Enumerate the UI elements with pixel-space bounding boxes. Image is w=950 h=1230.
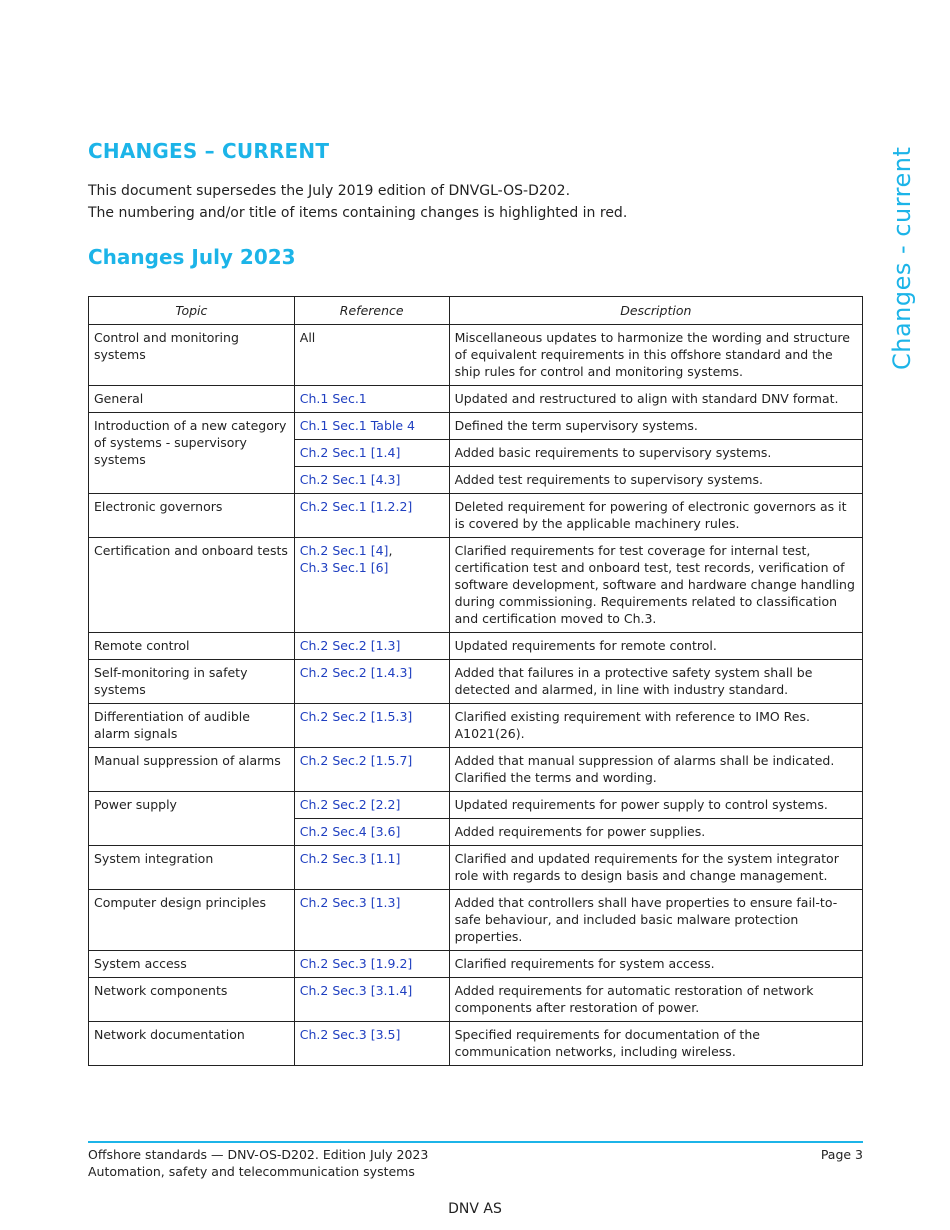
reference-cell xyxy=(294,413,449,440)
reference-cell xyxy=(294,386,449,413)
description-cell: Added test requirements to supervisory systems. xyxy=(449,467,862,494)
table-row xyxy=(89,792,863,819)
topic-cell: Computer design principles xyxy=(89,890,295,951)
description-cell: Specified requirements for documentation of the communication networks, including wireless. xyxy=(449,1022,862,1066)
description-cell: Updated requirements for remote control. xyxy=(449,633,862,660)
column-header-description: Description xyxy=(449,297,862,325)
table-row xyxy=(89,413,863,440)
footer-line: Offshore standards — DNV-OS-D202. Edition July 2023 xyxy=(88,1147,429,1162)
footer-line: Automation, safety and telecommunication systems xyxy=(88,1164,415,1179)
intro-line: The numbering and/or title of items containing changes is highlighted in red. xyxy=(88,205,628,221)
reference-link[interactable]: Ch.2 Sec.3 [1.3] xyxy=(299,895,401,910)
changes-table xyxy=(88,296,863,1066)
footer-divider xyxy=(88,1141,863,1143)
description-cell: Updated and restructured to align with standard DNV format. xyxy=(449,386,862,413)
reference-link[interactable]: Ch.2 Sec.2 [1.4.3] xyxy=(299,665,413,680)
reference-link[interactable]: Ch.2 Sec.3 [3.5] xyxy=(299,1027,401,1042)
publisher-name: DNV AS xyxy=(448,1201,502,1217)
topic-cell: Manual suppression of alarms xyxy=(89,748,295,792)
reference-link[interactable]: Ch.2 Sec.1 [4] xyxy=(299,543,389,558)
reference-link[interactable]: Ch.2 Sec.4 [3.6] xyxy=(299,824,401,839)
reference-link[interactable]: Ch.1 Sec.1 Table 4 xyxy=(299,418,415,433)
topic-cell: Certification and onboard tests xyxy=(89,538,295,633)
table-header-row xyxy=(89,297,863,325)
intro-line: This document supersedes the July 2019 edition of DNVGL-OS-D202. xyxy=(88,183,571,199)
topic-cell: Introduction of a new category of systems - supervisory systems xyxy=(89,413,295,494)
reference-link[interactable]: Ch.2 Sec.3 [1.1] xyxy=(299,851,401,866)
topic-cell: Power supply xyxy=(89,792,295,846)
description-cell: Clarified and updated requirements for the system integrator role with regards to design basis and change management. xyxy=(449,846,862,890)
description-cell: Defined the term supervisory systems. xyxy=(449,413,862,440)
reference-text: All xyxy=(299,330,316,345)
reference-link[interactable]: Ch.2 Sec.2 [1.3] xyxy=(299,638,401,653)
table-row xyxy=(89,538,863,633)
description-cell: Added that failures in a protective safety system shall be detected and alarmed, in line with industry standard. xyxy=(449,660,862,704)
table-row xyxy=(89,748,863,792)
topic-cell: Electronic governors xyxy=(89,494,295,538)
reference-cell xyxy=(294,633,449,660)
reference-cell xyxy=(294,792,449,819)
table-row xyxy=(89,846,863,890)
reference-cell xyxy=(294,951,449,978)
reference-link[interactable]: Ch.2 Sec.2 [1.5.3] xyxy=(299,709,413,724)
footer-document-info xyxy=(88,1146,428,1180)
intro-text xyxy=(88,180,627,224)
topic-cell: Self-monitoring in safety systems xyxy=(89,660,295,704)
description-cell: Miscellaneous updates to harmonize the wording and structure of equivalent requirements in this offshore standard and the ship rules for control and monitoring systems. xyxy=(449,325,862,386)
reference-cell xyxy=(294,890,449,951)
reference-link[interactable]: Ch.3 Sec.1 [6] xyxy=(299,560,389,575)
table-row xyxy=(89,978,863,1022)
side-section-label: Changes - current xyxy=(888,146,916,370)
reference-link[interactable]: Ch.2 Sec.3 [3.1.4] xyxy=(299,983,413,998)
table-row xyxy=(89,660,863,704)
description-cell: Clarified requirements for system access. xyxy=(449,951,862,978)
topic-cell: Control and monitoring systems xyxy=(89,325,295,386)
table-row xyxy=(89,704,863,748)
reference-link[interactable]: Ch.1 Sec.1 xyxy=(299,391,367,406)
reference-link[interactable]: Ch.2 Sec.1 [4.3] xyxy=(299,472,401,487)
topic-cell: Differentiation of audible alarm signals xyxy=(89,704,295,748)
reference-cell xyxy=(294,748,449,792)
reference-cell xyxy=(294,325,449,386)
table-row xyxy=(89,890,863,951)
reference-cell: Ch.2 Sec.1 [4], Ch.3 Sec.1 [6] xyxy=(294,538,449,633)
column-header-reference: Reference xyxy=(294,297,449,325)
topic-cell: Network components xyxy=(89,978,295,1022)
description-cell: Added that manual suppression of alarms shall be indicated. Clarified the terms and wording. xyxy=(449,748,862,792)
description-cell: Deleted requirement for powering of electronic governors as it is covered by the applicable machinery rules. xyxy=(449,494,862,538)
reference-link[interactable]: Ch.2 Sec.3 [1.9.2] xyxy=(299,956,413,971)
description-cell: Clarified requirements for test coverage for internal test, certification test and onboard test, test records, verification of software development, software and hardware change handling during commissioning. Requirements related to classification and certification moved to Ch.3. xyxy=(449,538,862,633)
reference-cell xyxy=(294,819,449,846)
topic-cell: System integration xyxy=(89,846,295,890)
topic-cell: Remote control xyxy=(89,633,295,660)
reference-link[interactable]: Ch.2 Sec.2 [1.5.7] xyxy=(299,753,413,768)
description-cell: Updated requirements for power supply to control systems. xyxy=(449,792,862,819)
table-row xyxy=(89,951,863,978)
column-header-topic: Topic xyxy=(89,297,295,325)
description-cell: Clarified existing requirement with reference to IMO Res. A1021(26). xyxy=(449,704,862,748)
table-row xyxy=(89,386,863,413)
reference-cell xyxy=(294,978,449,1022)
table-row xyxy=(89,1022,863,1066)
description-cell: Added that controllers shall have properties to ensure fail-to-safe behaviour, and included basic malware protection properties. xyxy=(449,890,862,951)
topic-cell: System access xyxy=(89,951,295,978)
description-cell: Added basic requirements to supervisory systems. xyxy=(449,440,862,467)
reference-cell xyxy=(294,846,449,890)
reference-cell xyxy=(294,660,449,704)
reference-link[interactable]: Ch.2 Sec.2 [2.2] xyxy=(299,797,401,812)
reference-cell xyxy=(294,467,449,494)
topic-cell: Network documentation xyxy=(89,1022,295,1066)
page-title: CHANGES – CURRENT xyxy=(88,139,330,163)
table-row xyxy=(89,494,863,538)
reference-cell xyxy=(294,494,449,538)
reference-link[interactable]: Ch.2 Sec.1 [1.4] xyxy=(299,445,401,460)
reference-cell xyxy=(294,1022,449,1066)
table-row xyxy=(89,325,863,386)
description-cell: Added requirements for automatic restoration of network components after restoration of power. xyxy=(449,978,862,1022)
reference-cell xyxy=(294,440,449,467)
topic-cell: General xyxy=(89,386,295,413)
table-row xyxy=(89,633,863,660)
page-number: Page 3 xyxy=(820,1147,863,1162)
description-cell: Added requirements for power supplies. xyxy=(449,819,862,846)
reference-link[interactable]: Ch.2 Sec.1 [1.2.2] xyxy=(299,499,413,514)
section-heading: Changes July 2023 xyxy=(88,245,296,269)
reference-cell xyxy=(294,704,449,748)
